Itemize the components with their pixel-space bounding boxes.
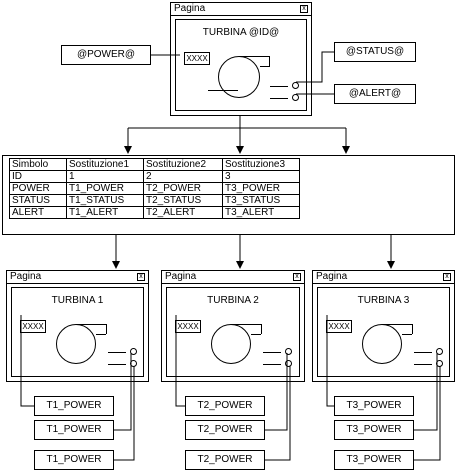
- close-icon[interactable]: x: [300, 5, 308, 13]
- table-cell: 2: [144, 171, 223, 183]
- template-power-placeholder: XXXX: [184, 52, 210, 65]
- table-cell: POWER: [10, 183, 67, 195]
- table-cell: T1_ALERT: [67, 207, 144, 219]
- output-box: T2_POWER: [185, 420, 265, 440]
- instance-3-power-leader: [327, 315, 334, 406]
- output-box: T3_POWER: [334, 450, 414, 470]
- table-cell: 3: [223, 171, 300, 183]
- output-box: T1_POWER: [34, 420, 114, 440]
- table-cell: T3_STATUS: [223, 195, 300, 207]
- instance-power-placeholder: XXXX: [326, 320, 352, 333]
- close-icon[interactable]: x: [137, 273, 145, 281]
- table-cell: T2_ALERT: [144, 207, 223, 219]
- output-box: T3_POWER: [334, 420, 414, 440]
- output-box: T1_POWER: [34, 396, 114, 416]
- template-window-title: Pagina: [174, 3, 206, 14]
- status-leader: [296, 52, 334, 82]
- table-header: Sostituzione1: [67, 159, 144, 171]
- table-header: Sostituzione3: [223, 159, 300, 171]
- instance-turbine-label: TURBINA 1: [51, 295, 104, 306]
- instance-2-alert-leader: [265, 366, 290, 460]
- instance-turbine-label: TURBINA 3: [357, 295, 410, 306]
- instance-3-status-leader: [414, 353, 437, 430]
- table-cell: STATUS: [10, 195, 67, 207]
- instance-power-placeholder: XXXX: [20, 320, 46, 333]
- close-icon[interactable]: x: [293, 273, 301, 281]
- table-cell: T3_POWER: [223, 183, 300, 195]
- instance-window-title: Pagina: [316, 271, 348, 282]
- table-cell: 1: [67, 171, 144, 183]
- table-cell: T2_POWER: [144, 183, 223, 195]
- power-callout: @POWER@: [61, 45, 151, 65]
- instance-turbine-label: TURBINA 2: [207, 295, 259, 306]
- alert-callout: @ALERT@: [334, 84, 416, 104]
- instance-window-title: Pagina: [165, 271, 197, 282]
- output-box: T2_POWER: [185, 450, 265, 470]
- template-turbine-label: TURBINA @ID@: [202, 27, 280, 38]
- instance-2-status-leader: [265, 353, 287, 430]
- instance-1-status-leader: [114, 353, 131, 430]
- table-cell: ALERT: [10, 207, 67, 219]
- instance-3-alert-leader: [414, 366, 440, 460]
- status-callout: @STATUS@: [334, 42, 416, 62]
- instance-window-title: Pagina: [10, 271, 42, 282]
- table-cell: T2_STATUS: [144, 195, 223, 207]
- table-cell: T3_ALERT: [223, 207, 300, 219]
- output-box: T2_POWER: [185, 396, 265, 416]
- output-box: T1_POWER: [34, 450, 114, 470]
- instance-power-placeholder: XXXX: [175, 320, 201, 333]
- instance-2-power-leader: [176, 315, 185, 406]
- table-header: Sostituzione2: [144, 159, 223, 171]
- close-icon[interactable]: x: [443, 273, 451, 281]
- table-cell: T1_STATUS: [67, 195, 144, 207]
- table-cell: T1_POWER: [67, 183, 144, 195]
- output-box: T3_POWER: [334, 396, 414, 416]
- instance-1-power-leader: [21, 315, 34, 406]
- table-header: Simbolo: [10, 159, 67, 171]
- table-cell: ID: [10, 171, 67, 183]
